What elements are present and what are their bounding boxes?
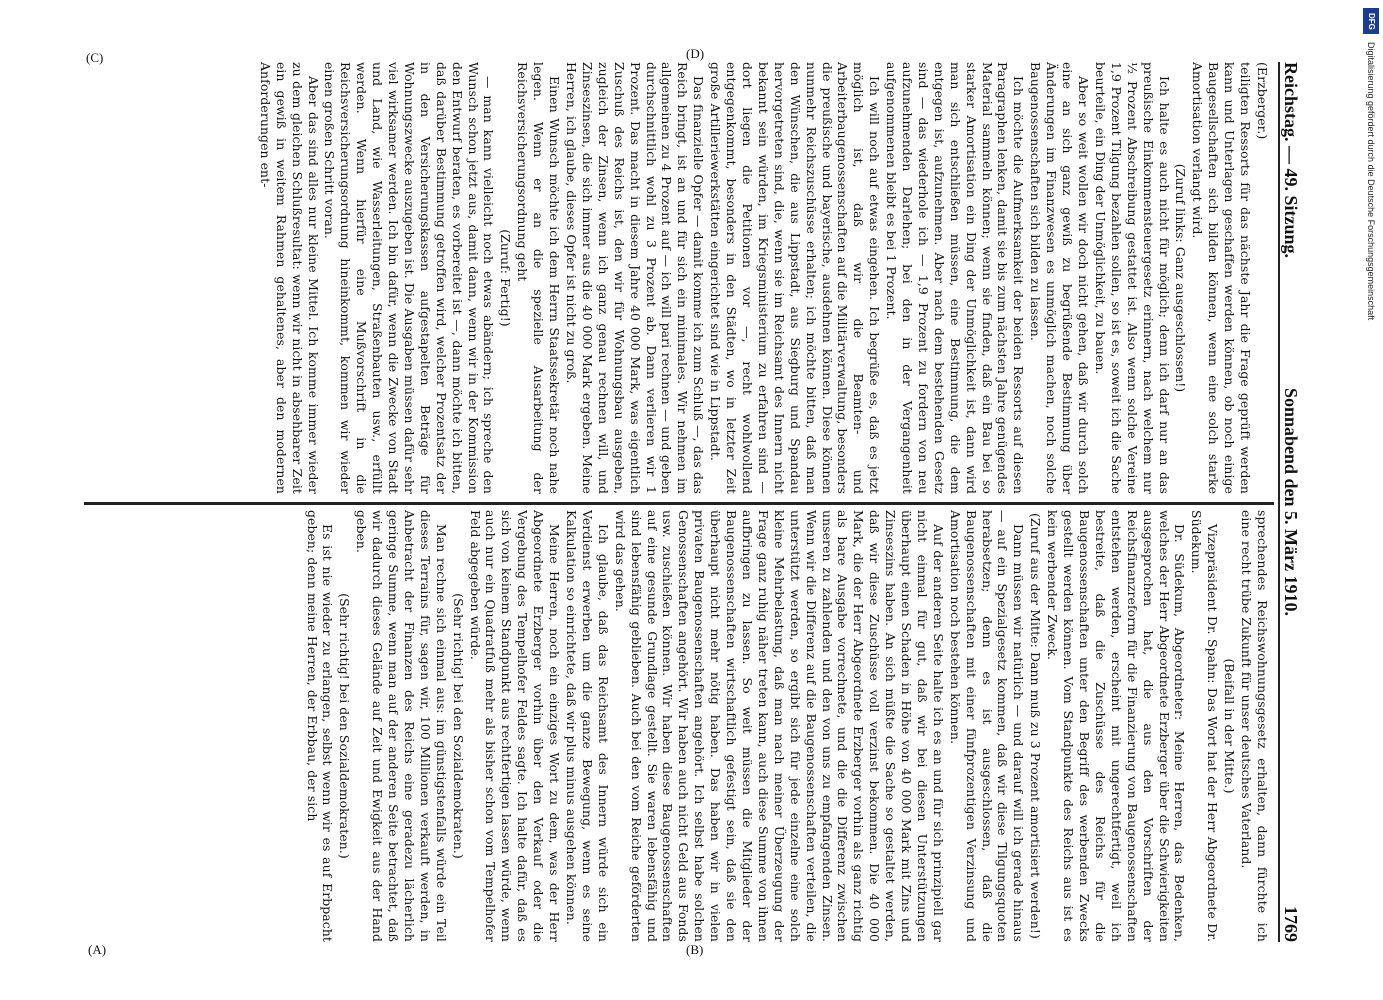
- paragraph: Aber das sind alles nur kleine Mittel. Ich komme immer wieder zu dem gleichen Schlußresultat: wenn wir nicht in absehbarer Zeit ein gewiß in weitem Rahmen gehaltenes, aber den modernen Anforderungen ent-: [257, 62, 321, 494]
- paragraph: teiligten Ressorts für das nächste Jahr die Frage geprüft werden kann und Unterlagen geschaffen werden können, ob noch einige Baugesellschaften sich bilden können, wenn eine solch starke Amortisation verlangt wird.: [1190, 62, 1254, 494]
- rotated-page-content: [60, 62, 1310, 942]
- paragraph: sprechendes Reichswohnungsgesetz erhalten, dann fürchte ich eine recht trübe Zukunft für unser deutsches Vaterland.: [1239, 510, 1270, 942]
- dfg-stamp: [1363, 8, 1379, 968]
- interjection: (Sehr richtig! bei den Sozialdemokraten.): [337, 593, 353, 859]
- margin-mark-c: (C): [86, 50, 104, 65]
- margin-mark-a: (A): [88, 942, 107, 957]
- margin-mark-b: (B): [686, 942, 704, 957]
- page-number: 1769: [1281, 906, 1301, 942]
- dfg-logo: DFG: [1363, 8, 1379, 34]
- column-rule: [84, 502, 1274, 505]
- margin-mark-d: (D): [686, 46, 705, 61]
- interjection: (Zuruf links: Ganz ausgeschlossen!): [1173, 163, 1189, 393]
- paragraph: Dann müssen wir natürlich — und darauf will ich gerade hinaus — auf ein Spezialgesetz kommen, daß wir diese Tilgungsquoten herabsetzen; denn es ist ausgeschlossen, daß die Baugenossenschaften mit einer fünfprozentigen Verzinsung und Amortisation noch bestehen können.: [947, 510, 1027, 942]
- interjection: (Sehr richtig! bei den Sozialdemokraten.): [450, 593, 466, 859]
- interjection: (Beifall in der Mitte.): [1222, 658, 1238, 794]
- paragraph: — man kann vielleicht noch etwas abändern; ich spreche den Wunsch schon jetzt aus, damit dann, wenn wir in der Kommission den Entwurf beraten, es vorbereitet ist —, dann möchte ich bitten, daß darüber Bestimmung getroffen wird, welcher Prozentsatz der in den Versicherungskassen aufgestapelten Beträge für Wohnungszwecke auszugeben ist. Die Ausgaben müssen dafür sehr viel wirksamer werden. Ich bin dafür, wenn die Zwecke von Stadt und Land, wie Wasserleitungen, Straßenbauten usw., erfüllt werden. Wenn hierfür eine Mußvorschrift in die Reichsversicherungsordnung hineinkommt, kommen wir wieder einen großen Schritt voran.: [322, 62, 497, 494]
- paragraph: Ich möchte die Aufmerksamkeit der beiden Ressorts auf diesen Paragraphen lenken, damit sie bis zum nächsten Jahre genügendes Material sammeln können; wenn sie finden, daß ein Bau bei so starker Amortisation ein Ding der Unmöglichkeit ist, dann wird man sich entschließen müssen, eine Bestimmung, die dem entgegen ist, aufzunehmen. Aber nach dem bestehenden Gesetz sind — das wiederhole ich — 1,9 Prozent zu fordern von neu aufzunehmenden Darlehen; bei den in der Vergangenheit aufgenommenen bleibt es bei 1 Prozent.: [884, 62, 1027, 494]
- dfg-credit: Digitalisierung gefördert durch die Deutsche Forschungsgemeinschaft: [1366, 42, 1376, 321]
- paragraph: Aber so weit wollen wir doch nicht gehen, daß wir durch solch eine an sich ganz gewiß zu begrüßende Bestimmung über Änderungen im Finanzwesen es unmöglich machen, noch solche Baugenossenschaften sich bilden zu lassen.: [1028, 62, 1092, 494]
- paragraph: Ich will noch auf etwas eingehen. Ich begrüße es, daß es jetzt möglich ist, daß wir die Beamten- und Arbeiterbaugenossenschaften auf die Militärverwaltung, besonders die preußische und bayerische, ausdehnen können. Diese können nunmehr Reichszuschüsse erhalten; ich möchte bitten, daß man den Wünschen, die aus Lippstadt, aus Siegburg und Spandau hervorgetreten sind, die, wenn sie im Reichsamt des Innern nicht bekannt sein würden, im Kriegsministerium zu erfahren sind — dort liegen die Petitionen vor —, recht wohlwollend entgegenkommt, besonders in den Städten, wo in letzter Zeit große Artilleriewerkstätten eingerichtet sind wie in Lippstadt.: [708, 62, 883, 494]
- paragraph: Man rechne sich einmal aus: im günstigstenfalls würde ein Teil dieses Terrains für, sagen wir, 100 Millionen verkauft werden, in Anbetracht der Finanzen des Reichs eine geradezu lächerlich geringe Summe, wenn man auf der anderen Seite betrachtet, daß wir dadurch dieses Gelände auf Zeit und Ewigkeit aus der Hand geben.: [354, 510, 449, 942]
- interjection: (Zuruf: Fertig!): [498, 229, 514, 327]
- paragraph: (Erzberger.): [1255, 62, 1270, 140]
- header-left: Reichstag. — 49. Sitzung.: [1281, 62, 1301, 259]
- paragraph: Ich glaube, daß das Reichsamt des Innern würde sich ein Verdienst erwerben um die ganze Bewegung, wenn es seine Kalkulation so einrichtete, daß wir plus minus ausgehen können.: [564, 510, 611, 942]
- right-column: [80, 510, 1270, 942]
- left-column: [80, 62, 1270, 494]
- paragraph: Vizepräsident Dr. Spahn: Das Wort hat der Herr Abgeordnete Dr. Südekum.: [1189, 510, 1221, 942]
- paragraph: Es ist nie wieder zu erlangen, selbst wenn wir es auf Erbpacht geben; denn meine Herren, der Erbbau, der sich: [304, 510, 336, 942]
- running-header: [1278, 62, 1310, 942]
- paragraph: Ich halte es auch nicht für möglich; denn ich darf nur an das preußische Einkommensteuergesetz erinnern, nach welchem nur ½ Prozent Abschreibung gestattet ist. Also wenn solche Vereine 1,9 Prozent Tilgung bezahlen sollen, so ist es, soweit ich die Sache beurteile, ein Ding der Unmöglichkeit, zu bauen.: [1092, 62, 1172, 494]
- header-date: Sonnabend den 5. März 1910.: [1281, 387, 1301, 617]
- paragraph: Dr. Südekum, Abgeordneter: Meine Herren, das Bedenken, welches der Herr Abgeordnete Erzberger über die Schwierigkeiten ausgesprochen hat, die aus den Vorschriften der Reichsfinanzreform für die Finanzierung von Baugenossenschaften entstehen werden, erscheint mit ungerechtfertigt, weil ich bestreite, daß die Zuschüsse des Reichs für die Baugenossenschaften unter den Begriff des werbenden Zwecks gestellt werden können. Vom Standpunkte des Reichs aus ist es kein werbender Zweck.: [1045, 510, 1188, 942]
- paragraph: Einen Wunsch möchte ich dem Herrn Staatssekretär noch nahe legen. Wenn er an die spezielle Ausarbeitung der Reichsversicherungsordnung geht: [515, 62, 563, 494]
- paragraph: Das finanzielle Opfer — damit komme ich zum Schluß —, das das Reich bringt, ist an und für sich ein minimales. Wir nehmen im allgemeinen zu 4 Prozent auf — ich will pari rechnen — und geben durchschnittlich wohl zu 3 Prozent ab. Dann verlieren wir 1 Prozent. Das macht in diesem Jahre 40 000 Mark, was eigentlich Zuschuß des Reichs ist, den wir für Wohnungsbau ausgeben, zugleich der Zinsen, wenn ich ganz genau rechnen will, und Zinseszinsen, die sich immer aus die 40 000 Mark ergeben. Meine Herren, ich glaube, dieses Opfer ist nicht zu groß.: [564, 62, 707, 494]
- paragraph: Auf der anderen Seite halte ich es an und für sich prinzipiell gar nicht einmal für gut, daß wir bei diesen Unterstützungen überhaupt einen Schaden in Höhe von 40 000 Mark mit Zins und Zinseszins haben. An sich müßte die Sache so gestaltet werden, daß wir diese Zuschüsse voll verzinst bekommen. Die 40 000 Mark, die der Herr Abgeordnete Erzberger vorhin als ganz richtig als bare Ausgabe vorrechnete, und die die Differenz zwischen unseren zu zahlenden und den von uns zu empfangenden Zinsen. Wenn wir die Differenz auf die Baugenossenschaften verteilen, die unterstützt werden, so ergibt sich für jede einzelne eine solch kleine Mehrbelastung, daß man nach meiner Überzeugung der Frage ganz ruhig näher treten kann, auch diese Summe von ihnen aufbringen zu lassen. So weit müssen die Mitglieder der Baugenossenschaften wirtschaftlich gefestigt sein, daß sie den überhaupt nicht mehr nötig haben. Das haben wir in vielen privaten Baugenossenschaften angehört. Ich selbst habe solchen Genossenschaften angehört. Wir haben auch nicht Geld aus Fonds usw. zuschießen können. Wir haben diese Baugenossenschaften auf eine gesunde Grundlage gestellt. Sie waren lebensfähig und sind lebensfähig geblieben. Auch bei den vom Reiche geförderten wird das gehen.: [612, 510, 946, 942]
- paragraph: Meine Herren, noch ein einziges Wort zu dem, was der Herr Abgeordnete Erzberger vorhin über den Verkauf oder die Vergebung des Tempelhofer Feldes sagte. Ich halte dafür, daß es sich von keinem Standpunkt aus rechtfertigen lassen würde, wenn auch nur ein Quadratfuß mehr als bisher schon vom Tempelhofer Feld abgegeben würde.: [467, 510, 563, 942]
- interjection: (Zuruf aus der Mitte: Dann muß zu 3 Prozent amortisiert werden!): [1028, 513, 1044, 939]
